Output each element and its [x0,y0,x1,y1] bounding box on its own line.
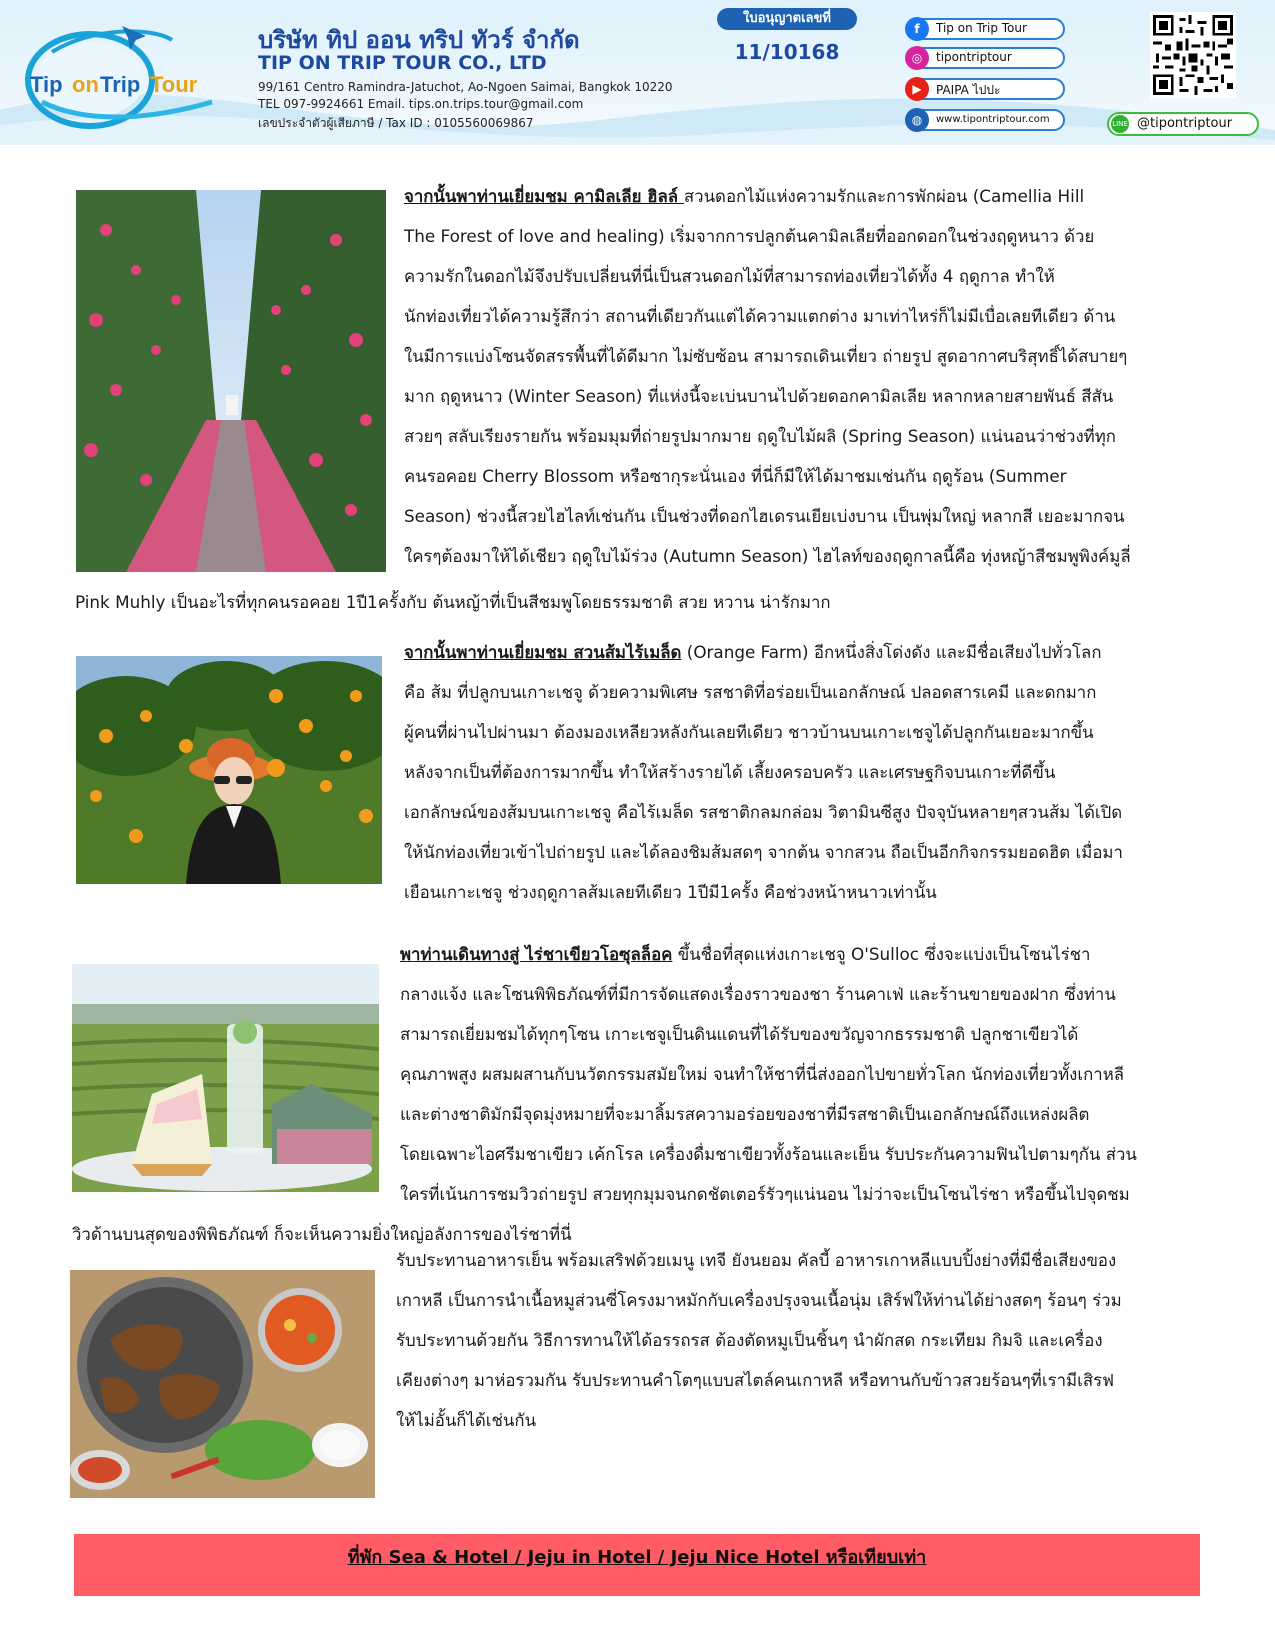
text-line: นักท่องเที่ยวได้ความรู้สึกว่า สถานที่เดียวกันแต่ได้ความแตกต่าง มาเท่าไหร่ก็ไม่มีเบื่อเลยทีเดียว ด้าน [404,306,1116,326]
camellia-hill-text-tail [75,582,831,622]
text-line: คือ ส้ม ที่ปลูกบนเกาะเชจู ด้วยความพิเศษ รสชาติที่อร่อยเป็นเอกลักษณ์ ปลอดสารเคมี และดกมาก [404,682,1097,702]
text-line: คนรอคอย Cherry Blossom หรือซากุระนั่นเอง ที่นี่ก็มีให้ได้มาชมเช่นกัน ฤดูร้อน (Summer [404,466,1067,486]
website-link[interactable] [907,109,1065,131]
text-line: ใครๆต้องมาให้ได้เชียว ฤดูใบไม้ร่วง (Autumn Season) ไฮไลท์ของฤดูกาลนี้คือ ทุ่งหญ้าสีชมพูพิงค์มูลี่ [404,546,1131,566]
letterhead [0,0,1275,145]
text-line: เกาหลี เป็นการนำเนื้อหมูส่วนซี่โครงมาหมักกับเครื่องปรุงจนเนื้อนุ่ม เสิร์ฟให้ท่านได้ย่างสดๆ ร้อนๆ ร่วม [396,1290,1122,1310]
text-line: สามารถเยี่ยมชมได้ทุกๆโซน เกาะเชจูเป็นดินแดนที่ได้รับของขวัญจากธรรมชาติ ปลูกชาเขียวได้ [400,1024,1079,1044]
text-line: มาก ฤดูหนาว (Winter Season) ที่แห่งนี้จะเบ่นบานไปด้วยดอกคามิลเลีย หลากหลายสายพันธ์ สีสัน [404,386,1114,406]
text-line: สวยๆ สลับเรียงรายกัน พร้อมมุมที่ถ่ายรูปมากมาย ฤดูใบไม้ผลิ (Spring Season) แน่นอนว่าช่วงที่ทุก [404,426,1116,446]
text-line: ความรักในดอกไม้จึงปรับเปลี่ยนที่นี่เป็นสวนดอกไม้ที่สามารถท่องเที่ยวได้ทั้ง 4 ฤดูกาล ทำให้ [404,266,1055,286]
korean-bbq-photo [70,1270,375,1498]
text-line: วิวด้านบนสุดของพิพิธภัณฑ์ ก็จะเห็นความยิ่งใหญ่อลังการของไร่ชาที่นี่ [72,1224,572,1244]
line-icon: LINE [1111,115,1129,133]
instagram-link[interactable] [907,47,1065,69]
facebook-link[interactable] [907,18,1065,40]
text-line [404,176,1131,216]
text-span: สวนดอกไม้แห่งความรักและการพักผ่อน (Camellia Hill [683,186,1085,206]
instagram-icon: ◎ [905,46,929,70]
text-line: และต่างชาติมักมีจุดมุ่งหมายที่จะมาลิ้มรสความอร่อยของชาที่มีรสชาติเป็นเอกลักษณ์ถึงแหล่งผลิต [400,1104,1090,1124]
text-line: ให้นักท่องเที่ยวเข้าไปถ่ายรูป และได้ลองชิมส้มสดๆ จากต้น จากสวน ถือเป็นอีกกิจกรรมยอดฮิต เมื่อมา [404,842,1123,862]
text-span: ขึ้นชื่อที่สุดแห่งเกาะเชจู O'Sulloc ซึ่งจะแบ่งเป็นโซนไร่ชา [672,944,1091,964]
osulloc-heading: พาท่านเดินทางสู่ ไร่ชาเขียวโอซุลล็อค [400,944,673,964]
text-line: รับประทานอาหารเย็น พร้อมเสริฟด้วยเมนู เทจี ยังนยอม คัลบี้ อาหารเกาหลีแบบปิ้งย่างที่มีชื่อเสียงของ [396,1250,1117,1270]
hotel-banner [74,1534,1200,1596]
text-line: รับประทานด้วยกัน วิธีการทานให้ได้อรรถรส ต้องตัดหมูเป็นชิ้นๆ นำผักสด กระเทียม กิมจิ และเครื่อง [396,1330,1103,1350]
text-line: The Forest of love and healing) เริ่มจากการปลูกต้นคามิลเลียที่ออกดอกในช่วงฤดูหนาว ด้วย [404,226,1095,246]
dinner-text [396,1240,1122,1440]
website-label: www.tipontriptour.com [936,114,1050,125]
company-name-thai: บริษัท ทิป ออน ทริป ทัวร์ จำกัด [258,26,580,54]
svg-text:Tour: Tour [150,72,198,97]
text-line: ในมีการแบ่งโซนจัดสรรพื้นที่ได้ดีมาก ไม่ซับซ้อน สามารถเดินเที่ยว ถ่ายรูป สูดอากาศบริสุทธิ์ได้สบายๆ [404,346,1128,366]
web-icon: ◍ [905,108,929,132]
text-span: (Orange Farm) อีกหนึ่งสิ่งโด่งดัง และมีชื่อเสียงไปทั่วโลก [681,642,1102,662]
instagram-label: tipontriptour [936,50,1012,64]
svg-text:Tip: Tip [30,72,63,97]
text-line: เยือนเกาะเชจู ช่วงฤดูกาลส้มเลยทีเดียว 1ปีมี1ครั้ง คือช่วงหน้าหนาวเท่านั้น [404,882,937,902]
text-line: เคียงต่างๆ มาห่อรวมกัน รับประทานคำโตๆแบบสไตล์คนเกาหลี หรือทานกับข้าวสวยร้อนๆที่เรามีเสิรฟ [396,1370,1114,1390]
company-tax-id: เลขประจำตัวผู้เสียภาษี / Tax ID : 0105560069867 [258,116,534,130]
youtube-link[interactable] [907,78,1065,100]
company-name-english: TIP ON TRIP TOUR CO., LTD [258,52,547,74]
hotel-text: ที่พัก Sea & Hotel / Jeju in Hotel / Jeju Nice Hotel หรือเทียบเท่า [347,1547,927,1568]
osulloc-text [400,934,1137,1214]
svg-text:Trip: Trip [100,72,141,97]
text-line: ให้ไม่อั้นก็ได้เช่นกัน [396,1410,537,1430]
text-line [400,934,1137,974]
qr-code [1150,12,1236,98]
camellia-hill-text [404,176,1131,576]
facebook-label: Tip on Trip Tour [936,21,1027,35]
text-line [404,632,1123,672]
text-line: Pink Muhly เป็นอะไรที่ทุกคนรอคอย 1ปี1ครั้งกับ ต้นหญ้าที่เป็นสีชมพูโดยธรรมชาติ สวย หวาน น่ารักมาก [75,592,831,612]
camellia-hill-heading: จากนั้นพาท่านเยี่ยมชม คามิลเลีย ฮิลล์ [404,186,684,206]
youtube-icon: ▶ [905,77,929,101]
text-line: เอกลักษณ์ของส้มบนเกาะเชจู คือไร้เมล็ด รสชาติกลมกล่อม วิตามินซีสูง ปัจจุบันหลายๆสวนส้ม ได้เปิด [404,802,1123,822]
line-link[interactable] [1107,112,1259,136]
company-logo [22,22,222,132]
text-line: ผู้คนที่ผ่านไปผ่านมา ต้องมองเหลียวหลังกันเลยทีเดียว ชาวบ้านบนเกาะเชจูได้ปลูกกันเยอะมากขึ้น [404,722,1094,742]
orange-farm-photo [76,656,382,884]
line-label: @tipontriptour [1137,116,1233,131]
license-label: ใบอนุญาตเลขที่ [717,8,857,30]
text-line: Season) ช่วงนี้สวยไฮไลท์เช่นกัน เป็นช่วงที่ดอกไฮเดรนเยียเบ่งบาน เป็นพุ่มใหญ่ หลากสี เยอะมากจน [404,506,1125,526]
camellia-hill-photo [76,190,386,572]
text-line: คุณภาพสูง ผสมผสานกับนวัตกรรมสมัยใหม่ จนทำให้ชาที่นี่ส่งออกไปขายทั่วโลก นักท่องเที่ยวทั้งเกาหลี [400,1064,1125,1084]
license-number: 11/10168 [734,40,840,64]
svg-text:on: on [72,72,99,97]
text-line: โดยเฉพาะไอศรีมชาเขียว เค้กโรล เครื่องดื่มชาเขียวทั้งร้อนและเย็น รับประกันความฟินไปตามๆกัน ส่วน [400,1144,1137,1164]
company-contact: TEL 097-9924661 Email. tips.on.trips.tour@gmail.com [258,97,584,111]
osulloc-tea-photo [72,964,379,1192]
text-line: กลางแจ้ง และโซนพิพิธภัณฑ์ที่มีการจัดแสดงเรื่องราวของชา ร้านคาเฟ่ และร้านขายของฝาก ซึ่งท่าน [400,984,1116,1004]
orange-farm-heading: จากนั้นพาท่านเยี่ยมชม สวนส้มไร้เมล็ด [404,642,682,662]
company-address: 99/161 Centro Ramindra-Jatuchot, Ao-Ngoen Saimai, Bangkok 10220 [258,80,673,94]
orange-farm-text [404,632,1123,912]
facebook-icon: f [905,17,929,41]
license-box [712,6,862,66]
text-line: หลังจากเป็นที่ต้องการมากขึ้น ทำให้สร้างรายได้ เลี้ยงครอบครัว และเศรษฐกิจบนเกาะที่ดีขึ้น [404,762,1056,782]
youtube-label: PAIPA ไปปะ [936,83,1001,97]
text-line: ใครที่เน้นการชมวิวถ่ายรูป สวยทุกมุมจนกดชัตเตอร์รัวๆแน่นอน ไม่ว่าจะเป็นโซนไร่ชา หรือขึ้นไปจุดชม [400,1184,1130,1204]
